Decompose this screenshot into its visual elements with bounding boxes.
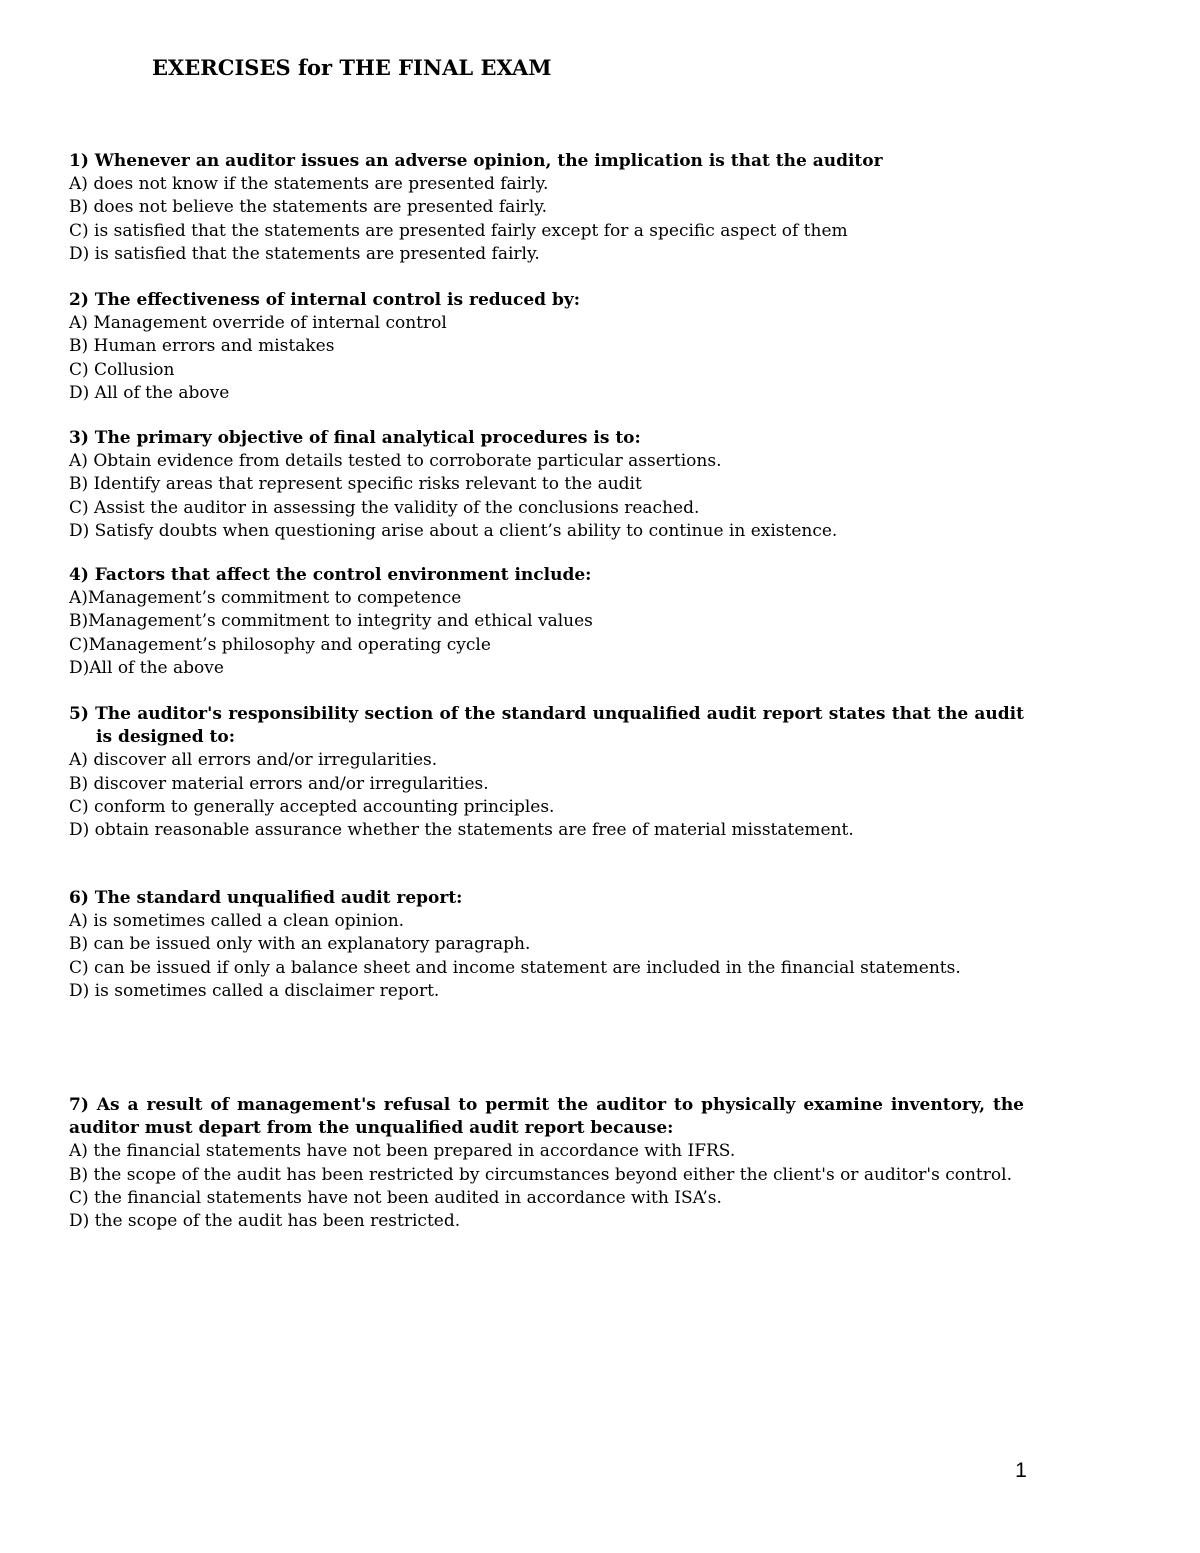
question-text: 2) The effectiveness of internal control is reduced by: xyxy=(69,290,581,310)
question-2 xyxy=(69,289,1024,405)
question-text: 3) The primary objective of final analytical procedures is to: xyxy=(69,428,641,448)
answer-option-d: D)All of the above xyxy=(69,657,224,678)
answer-option-a: A) is sometimes called a clean opinion. xyxy=(69,911,405,932)
answer-option-c: C) conform to generally accepted accounting principles. xyxy=(69,796,555,817)
answer-option-c: C) the financial statements have not been audited in accordance with ISA’s. xyxy=(69,1187,722,1208)
answer-option-b: B)Management’s commitment to integrity and ethical values xyxy=(69,611,593,632)
answer-option-d: D) is sometimes called a disclaimer report. xyxy=(69,980,440,1001)
answer-option-c: C) Assist the auditor in assessing the validity of the conclusions reached. xyxy=(69,497,700,518)
answer-options xyxy=(69,1140,1024,1233)
answer-option-a: A)Management’s commitment to competence xyxy=(69,588,462,609)
question-3 xyxy=(69,427,1024,543)
answer-option-c: C) is satisfied that the statements are presented fairly except for a specific aspect of them xyxy=(69,220,848,241)
answer-options xyxy=(69,749,1024,842)
question-4 xyxy=(69,564,1024,680)
answer-option-b: B) discover material errors and/or irregularities. xyxy=(69,773,489,794)
answer-option-c: C)Management’s philosophy and operating cycle xyxy=(69,634,491,655)
answer-option-d: D) obtain reasonable assurance whether the statements are free of material misstatement. xyxy=(69,820,854,841)
question-text: 6) The standard unqualified audit report: xyxy=(69,888,463,908)
answer-option-b: B) Human errors and mistakes xyxy=(69,336,335,357)
answer-options xyxy=(69,312,1024,405)
question-text: 5) The auditor's responsibility section of the standard unqualified audit report states that the audit is designed to: xyxy=(69,704,1024,748)
question-6 xyxy=(69,887,1024,1003)
answer-option-b: B) Identify areas that represent specific risks relevant to the audit xyxy=(69,474,642,495)
answer-option-b: B) does not believe the statements are presented fairly. xyxy=(69,197,548,218)
question-text: 1) Whenever an auditor issues an adverse opinion, the implication is that the auditor xyxy=(69,151,883,171)
question-5 xyxy=(69,703,1024,842)
answer-options xyxy=(69,910,1024,1003)
question-7 xyxy=(69,1094,1024,1233)
answer-option-a: A) the financial statements have not been prepared in accordance with IFRS. xyxy=(69,1141,736,1162)
answer-options xyxy=(69,450,1024,543)
answer-option-d: D) is satisfied that the statements are presented fairly. xyxy=(69,243,540,264)
question-text: 7) As a result of management's refusal to permit the auditor to physically examine inventory, the auditor must depart from the unqualified audit report because: xyxy=(69,1095,1024,1139)
answer-option-d: D) All of the above xyxy=(69,382,230,403)
answer-options xyxy=(69,587,1024,680)
page-number: 1 xyxy=(1015,1459,1027,1482)
answer-option-b: B) the scope of the audit has been restricted by circumstances beyond either the client's or auditor's control. xyxy=(69,1164,1012,1185)
question-text: 4) Factors that affect the control environment include: xyxy=(69,565,592,585)
document-title: EXERCISES for THE FINAL EXAM xyxy=(152,55,552,80)
answer-option-b: B) can be issued only with an explanatory paragraph. xyxy=(69,934,531,955)
answer-option-c: C) can be issued if only a balance sheet and income statement are included in the financial statements. xyxy=(69,957,961,978)
answer-option-a: A) Obtain evidence from details tested to corroborate particular assertions. xyxy=(69,451,722,472)
answer-option-a: A) Management override of internal control xyxy=(69,313,447,334)
answer-option-d: D) Satisfy doubts when questioning arise about a client’s ability to continue in existence. xyxy=(69,520,838,541)
answer-option-d: D) the scope of the audit has been restricted. xyxy=(69,1211,461,1232)
answer-option-a: A) does not know if the statements are presented fairly. xyxy=(69,174,549,195)
answer-option-a: A) discover all errors and/or irregularities. xyxy=(69,750,438,771)
question-1 xyxy=(69,150,1024,266)
answer-options xyxy=(69,173,1024,266)
answer-option-c: C) Collusion xyxy=(69,359,175,380)
